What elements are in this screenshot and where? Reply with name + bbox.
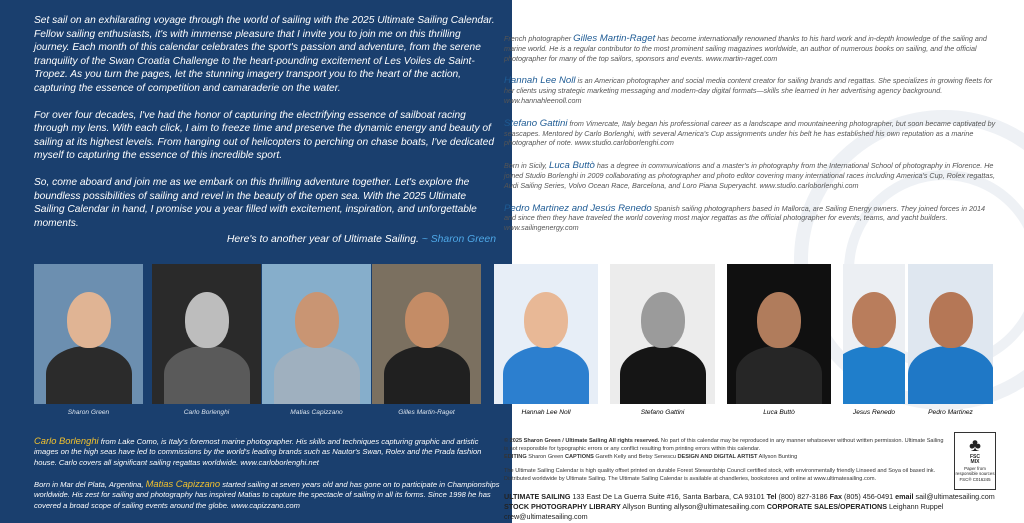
fsc-logo bbox=[954, 432, 996, 490]
bio-name: Stefano Gattini bbox=[504, 117, 568, 129]
editing-label: EDITING bbox=[504, 453, 527, 460]
contact-line-2 bbox=[504, 502, 1004, 522]
contact-info bbox=[504, 492, 1004, 522]
photo-caption: Jesus Renedo bbox=[852, 409, 896, 416]
bio-url: www.hannahleenoll.com bbox=[504, 95, 582, 105]
corp-contact[interactable]: Leighann Ruppel crew@ultimatesailing.com bbox=[504, 502, 944, 521]
captions-label: CAPTIONS bbox=[564, 453, 594, 460]
portrait-face bbox=[295, 292, 339, 348]
photographer-portrait bbox=[372, 264, 481, 404]
portrait-face bbox=[67, 292, 111, 348]
fax-value: (805) 456-0491 bbox=[842, 492, 896, 501]
fsc-label: FSC bbox=[970, 454, 980, 460]
portrait-body bbox=[384, 346, 470, 404]
intro-paragraph-2: For over four decades, I've had the honor of capturing the electrifying essence of sailboat racing through my lens. With each click, I aim to freeze time and preserve the dynamic energy and beauty of sailing at its highest levels. From hanging out of helicopters to perching on chase boats, I've dedicated myself to capturing the essence of this incredible sport. bbox=[34, 109, 495, 162]
credits bbox=[504, 454, 944, 462]
captions-value: Gareth Kelly and Betsy Senescu bbox=[593, 453, 678, 460]
bio-text: has a degree in communications and a master's in photography from the International School of photography in Florence. He joined Studio Borlenghi in 2009 collaborating as photographer and photo editor covering many international races including America's Cup, Rolex regattas, Audi Sailing Series, Volvo Ocean Race, Barcelona, and Loro Piana Superyacht. bbox=[504, 161, 995, 190]
bio-carlo-text: from Lake Como, is Italy's foremost marine photographer. His skills and techniques capturing graphic and artistic images on the high seas have led to commissions by the world's leading brands such as Nautor's Swan, Rolex and the Prada fashion house. Carlo covers all significant sailing regattas worldwide. bbox=[34, 437, 482, 467]
contact-line-1 bbox=[504, 492, 1004, 502]
editing-value: Sharon Green bbox=[526, 453, 565, 460]
portrait-face bbox=[185, 292, 229, 348]
bio-name: Hannah Lee Noll bbox=[504, 75, 576, 87]
bio-url: www.martin-raget.com bbox=[705, 53, 778, 63]
photo-caption: Stefano Gattini bbox=[640, 409, 685, 416]
bio-carlo-name: Carlo Borlenghi bbox=[34, 435, 99, 446]
bio-pre: French photographer bbox=[504, 34, 574, 43]
portrait-face bbox=[405, 292, 449, 348]
bio-pre: Born in Sicily, bbox=[504, 161, 550, 171]
portrait-body bbox=[908, 346, 993, 404]
fsc-code: FSC® C016245 bbox=[959, 476, 991, 482]
photographer-portrait bbox=[34, 264, 143, 404]
signoff bbox=[34, 234, 496, 245]
photo-caption: Luca Buttò bbox=[763, 409, 795, 416]
company-name: ULTIMATE SAILING bbox=[504, 492, 571, 501]
bio-matias bbox=[34, 479, 504, 511]
photographer-portrait bbox=[262, 264, 371, 404]
copyright bbox=[504, 438, 944, 454]
bio-text: is an American photographer and social media content creator for sailing brands and regattas. She specializes in growing fleets for her clients using strategic marketing messaging and modern-day digital formats—skills she learned in her advertising agency background. bbox=[504, 76, 993, 96]
email-link[interactable]: sail@ultimatesailing.com bbox=[913, 492, 995, 501]
photo-caption: Hannah Lee Noll bbox=[521, 409, 571, 416]
photographer-bios bbox=[504, 34, 998, 246]
email-label: email bbox=[895, 492, 914, 501]
portrait-body bbox=[620, 346, 706, 404]
bio-matias-text: started sailing at seven years old and has gone on to participate in Championships worldwide. His zest for sailing and photography has inspired Matias to capture the spectacle of sailing in all its forms. Since 1998 he has covered a broad scope of sailing events around the globe. bbox=[34, 480, 500, 510]
bio-carlo-url: www.carloborlenghi.net bbox=[240, 457, 319, 467]
tel-label: Tel bbox=[766, 492, 777, 501]
design-value: Allyson Bunting bbox=[757, 453, 798, 460]
bio-pedro-jesus bbox=[504, 204, 998, 233]
copyright-text: No part of this calendar may be reproduced in any manner whatsoever without written permission. Ultimate Sailing is not responsible for typographic errors or any conflict resulting from printing errors within this calendar. bbox=[504, 438, 944, 452]
portrait-face bbox=[524, 292, 568, 348]
bio-url: www.studio.carloborlenghi.com bbox=[574, 138, 674, 148]
bio-name: Gilles Martin-Raget bbox=[573, 33, 656, 44]
bio-gilles bbox=[504, 34, 998, 63]
photo-caption: Gilles Martin-Raget bbox=[398, 409, 455, 416]
bio-name: Pedro Martinez and Jesús Renedo bbox=[504, 202, 652, 214]
bio-hannah bbox=[504, 76, 998, 105]
bio-name: Luca Buttò bbox=[549, 160, 595, 172]
bio-carlo bbox=[34, 436, 504, 468]
intro-letter bbox=[34, 14, 496, 243]
photo-caption: Sharon Green bbox=[67, 409, 110, 416]
photo-caption: Carlo Borlenghi bbox=[183, 409, 230, 416]
corp-label: CORPORATE SALES/OPERATIONS bbox=[766, 502, 888, 511]
paper-notice: The Ultimate Sailing Calendar is high quality offset printed on durable Forest Stewardship Council certified stock, with environmentally friendly Linseed and Soya oil based ink. Distributed worldwide by Ultimate Sailing. The Ultimate Sailing Calendar is available at chandleries, bookstores and online at www.ultimatesailing.com. bbox=[504, 468, 936, 483]
fsc-tree-icon: ♣ bbox=[969, 435, 981, 455]
bio-text: Spanish sailing photographers based in Mallorca, are Sailing Energy owners. They joined forces in 2014 and since then they have traveled the world covering most major regattas as the official photographer for events, teams, and yacht builders. bbox=[504, 203, 985, 223]
fsc-text: Paper from responsible sources bbox=[955, 465, 995, 477]
photographer-portrait bbox=[494, 264, 598, 404]
bio-url: www.sailingenergy.com bbox=[504, 223, 579, 233]
portrait-body bbox=[503, 346, 589, 404]
portrait-face bbox=[757, 292, 801, 348]
photographer-portrait bbox=[843, 264, 905, 404]
portrait-body bbox=[843, 346, 905, 404]
portrait-body bbox=[164, 346, 250, 404]
portrait-face bbox=[929, 292, 973, 348]
photographer-portrait bbox=[727, 264, 831, 404]
signoff-text: Here's to another year of Ultimate Sailing. bbox=[226, 234, 419, 245]
design-label: DESIGN AND DIGITAL ARTIST bbox=[677, 453, 758, 460]
bio-text: has become internationally renowned thanks to his hard work and in-depth knowledge of the sailing and marine world. He is a regular contributor to the most prominent sailing magazines worldwide, an author of numerous books on sailing, and the official photographer for many of the top sailors, sponsors and events. bbox=[504, 34, 987, 63]
tel-value: (800) 827-3186 bbox=[776, 492, 830, 501]
bio-matias-name: Matias Capizzano bbox=[145, 478, 221, 489]
copyright-label: © 2025 Sharon Green / Ultimate Sailing All rights reserved. bbox=[504, 438, 660, 444]
bio-matias-url: www.capizzano.com bbox=[231, 500, 300, 510]
fsc-mix: MIX bbox=[970, 459, 980, 466]
bio-matias-pre: Born in Mar del Plata, Argentina, bbox=[34, 480, 146, 489]
address: 133 East De La Guerra Suite #16, Santa Barbara, CA 93101 bbox=[570, 492, 767, 501]
intro-paragraph-3: So, come aboard and join me as we embark on this thrilling adventure together. Let's explore the boundless possibilities of sailing and revel in the beauty of the open sea. With the 2025 Ultimate Sailing Calendar in hand, I promise you a year filled with excitement, inspiration, and unforgettable moments. bbox=[34, 176, 477, 229]
photo-caption: Pedro Martinez bbox=[928, 409, 973, 416]
bio-text: from Vimercate, Italy began his professional career as a landscape and mountaineering photographer, but soon became captivated by seascapes. Mentored by Carlo Borlenghi, with several America's Cup assignments under his belt he has established his own reputation as a marine photographer of note. bbox=[504, 118, 996, 148]
portrait-face bbox=[852, 292, 896, 348]
signature: ~ Sharon Green bbox=[421, 234, 496, 245]
photo-caption: Matias Capizzano bbox=[290, 409, 343, 416]
photographer-portrait bbox=[908, 264, 993, 404]
library-label: STOCK PHOTOGRAPHY LIBRARY bbox=[504, 502, 621, 511]
bio-url: www.studio.carloborlenghi.com bbox=[759, 180, 859, 190]
photographer-portrait bbox=[152, 264, 261, 404]
bio-stefano bbox=[504, 119, 998, 148]
portrait-body bbox=[46, 346, 132, 404]
intro-paragraph-1: Set sail on an exhilarating voyage through the world of sailing with the 2025 Ultimate Sailing Calendar. Fellow sailing enthusiasts, it's with immense pleasure that I invite you to join me on this thrilling journey. Each month of this calendar celebrates the sport's passion and adventure, from the serene tranquility of the Swan Croatia Challenge to the heart-pounding excitement of Les Voiles de Saint-Tropez. As you turn the pages, let the stunning imagery transport you to the heart of the action, capturing the essence of competition and camaraderie on the water. bbox=[34, 15, 495, 94]
legal-notice bbox=[504, 438, 944, 484]
bio-luca bbox=[504, 161, 998, 190]
portrait-face bbox=[641, 292, 685, 348]
library-contact[interactable]: Allyson Bunting allyson@ultimatesailing.com bbox=[620, 502, 767, 511]
portrait-body bbox=[736, 346, 822, 404]
photographer-portrait bbox=[610, 264, 715, 404]
fax-label: Fax bbox=[829, 492, 843, 501]
portrait-body bbox=[274, 346, 360, 404]
